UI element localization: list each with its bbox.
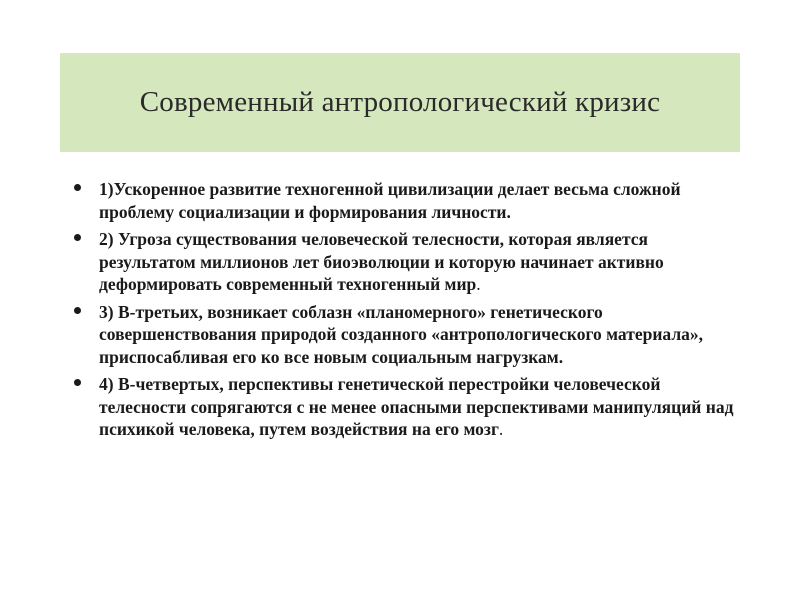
slide-title: Современный антропологический кризис xyxy=(139,86,661,118)
bullet-dot-icon xyxy=(74,379,81,386)
bullet-text: 1)Ускоренное развитие техногенной цивилизации делает весьма сложной проблему социализации и формирования личности. xyxy=(99,179,681,222)
bullet-tail: . xyxy=(476,274,481,294)
bullet-item-3 xyxy=(74,301,734,369)
title-banner xyxy=(60,53,740,152)
bullet-text: 4) В-четвертых, перспективы генетической перестройки человеческой телесности сопрягаются с не менее опасными перспективами манипуляций над психикой человека, путем воздействия на его мозг xyxy=(99,374,734,439)
bullet-item-1 xyxy=(74,178,734,223)
bullet-tail: . xyxy=(498,419,504,439)
bullet-dot-icon xyxy=(74,307,81,314)
bullet-dot-icon xyxy=(74,234,81,241)
bullet-text: 3) В-третьих, возникает соблазн «планомерного» генетического совершенствования природой созданного «антропологического материала», приспосабливая его ко все новым социальным нагрузкам. xyxy=(99,301,704,367)
bullet-text: 2) Угроза существования человеческой телесности, которая является результатом миллионов лет биоэволюции и которую начинает активно деформировать современный техногенный мир xyxy=(99,229,664,294)
bullet-list xyxy=(74,178,734,446)
bullet-item-2 xyxy=(74,228,734,296)
bullet-dot-icon xyxy=(74,184,81,191)
bullet-item-4 xyxy=(74,373,734,441)
